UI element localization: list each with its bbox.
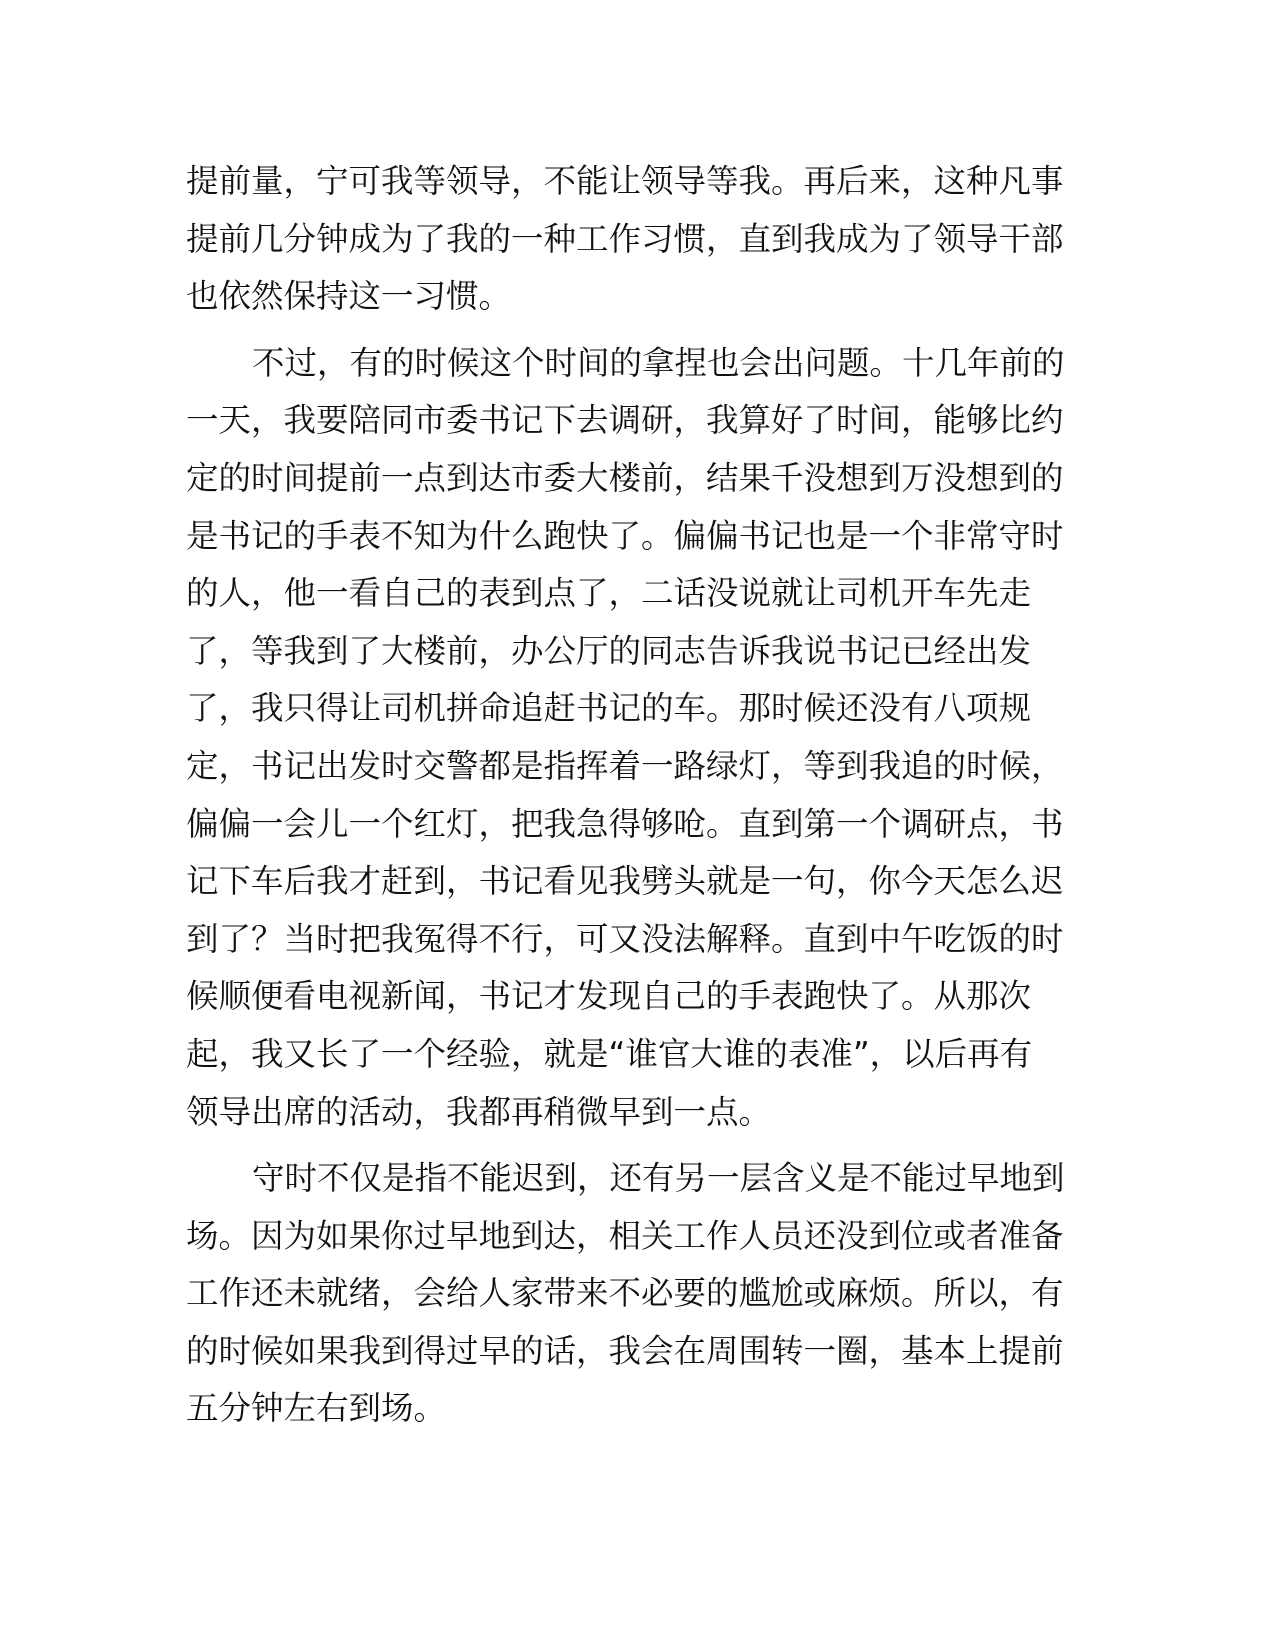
paragraph-2 — [186, 335, 1091, 1141]
text-line: 守时不仅是指不能迟到，还有另一层含义是不能过早地到 — [252, 1159, 1065, 1198]
text-line: 了，等我到了大楼前，办公厅的同志告诉我说书记已经出发 — [186, 631, 1032, 670]
text-line: 场。因为如果你过早地到达，相关工作人员还没到位或者准备 — [186, 1216, 1064, 1255]
text-line: 起，我又长了一个经验，就是“谁官大谁的表准”，以后再有 — [186, 1034, 1033, 1073]
text-line: 候顺便看电视新闻，书记才发现自己的手表跑快了。从那次 — [186, 977, 1032, 1016]
text-line: 提前量，宁可我等领导，不能让领导等我。再后来，这种凡事 — [186, 162, 1064, 200]
paragraph-3 — [186, 1150, 1091, 1438]
text-line: 工作还未就绪，会给人家带来不必要的尴尬或麻烦。所以，有 — [186, 1274, 1064, 1313]
text-line: 一天，我要陪同市委书记下去调研，我算好了时间，能够比约 — [186, 401, 1064, 440]
text-line: 领导出席的活动，我都再稍微早到一点。 — [186, 1092, 772, 1131]
text-line: 不过，有的时候这个时间的拿捏也会出问题。十几年前的 — [252, 343, 1065, 382]
text-line: 提前几分钟成为了我的一种工作习惯，直到我成为了领导干部 — [186, 219, 1064, 258]
text-line: 是书记的手表不知为什么跑快了。偏偏书记也是一个非常守时 — [186, 516, 1064, 555]
paragraph-gap — [186, 326, 1091, 335]
text-line: 五分钟左右到场。 — [186, 1389, 447, 1428]
text-line: 的时候如果我到得过早的话，我会在周围转一圈，基本上提前 — [186, 1331, 1064, 1370]
text-line: 的人，他一看自己的表到点了，二话没说就让司机开车先走 — [186, 574, 1032, 613]
paragraph-gap — [186, 1141, 1091, 1150]
text-line: 也依然保持这一习惯。 — [186, 277, 512, 316]
text-line: 了，我只得让司机拼命追赶书记的车。那时候还没有八项规 — [186, 689, 1032, 728]
paragraph-1 — [186, 153, 1091, 326]
text-line: 偏偏一会儿一个红灯，把我急得够呛。直到第一个调研点，书 — [186, 804, 1064, 843]
text-line: 到了？当时把我冤得不行，可又没法解释。直到中午吃饭的时 — [186, 919, 1064, 958]
text-line: 记下车后我才赶到，书记看见我劈头就是一句，你今天怎么迟 — [186, 862, 1064, 901]
text-line: 定的时间提前一点到达市委大楼前，结果千没想到万没想到的 — [186, 458, 1064, 497]
body-text — [186, 153, 1091, 1438]
text-line: 定，书记出发时交警都是指挥着一路绿灯，等到我追的时候， — [186, 746, 1064, 785]
